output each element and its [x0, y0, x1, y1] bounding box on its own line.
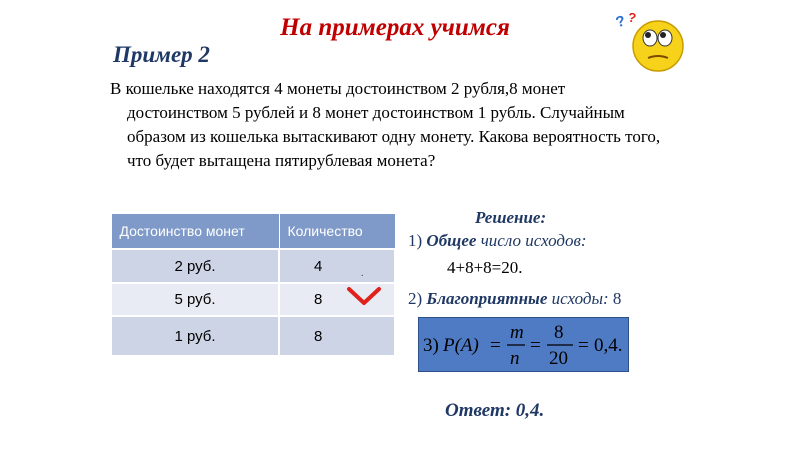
count-cell: 8: [279, 283, 395, 316]
table-header-row: [111, 214, 395, 250]
svg-text:?: ?: [613, 12, 628, 32]
probability-formula: [418, 317, 629, 372]
step1-bold: Общее: [426, 231, 477, 250]
count-cell: 4: [279, 249, 395, 283]
step1-rest: число исходов:: [476, 231, 587, 250]
formula-denominator-n: n: [510, 348, 520, 369]
step2-bold: Благоприятные: [426, 289, 548, 308]
thinking-smiley-icon: [612, 8, 692, 72]
formula-eq3: =: [578, 335, 589, 356]
solution-step-2: [408, 289, 621, 309]
answer: Ответ: 0,4.: [445, 400, 545, 421]
formula-eq1: =: [490, 335, 501, 356]
header-count: Количество: [279, 214, 395, 250]
denomination-cell: 2 руб.: [111, 249, 279, 283]
step1-prefix: 1): [408, 231, 427, 250]
problem-statement: [110, 77, 670, 173]
dot-mark: .: [361, 268, 364, 279]
formula-numerator-value: 8: [554, 322, 564, 343]
count-cell: 8: [279, 316, 395, 356]
header-denomination: Достоинство монет: [111, 214, 279, 250]
formula-eq2: =: [530, 335, 541, 356]
formula-result: 0,4.: [594, 335, 623, 356]
formula-prefix: 3): [423, 335, 439, 356]
slide-title: На примерах учимся: [280, 14, 510, 41]
solution-step-1: [408, 231, 587, 251]
example-label: Пример 2: [113, 42, 210, 67]
step2-value: 8: [608, 289, 622, 308]
formula-numerator-m: m: [510, 322, 524, 343]
step2-rest: исходы:: [547, 289, 609, 308]
formula-lhs: P(A): [443, 335, 479, 356]
problem-text: В кошельке находятся 4 монеты достоинством 2 рубля,8 монет достоинством 5 рублей и 8 монет достоинством 1 рубль. Случайным образом из кошелька вытаскивают одну монету. Какова вероятность того, что будет вытащена пятирублевая монета?: [110, 79, 661, 170]
formula-denominator-value: 20: [549, 348, 568, 369]
denomination-cell: 5 руб.: [111, 283, 279, 316]
step1-calculation: 4+8+8=20.: [447, 258, 523, 277]
denomination-cell: 1 руб.: [111, 316, 279, 356]
table-row: [111, 249, 395, 283]
step2-prefix: 2): [408, 289, 427, 308]
solution-title: Решение:: [475, 208, 547, 227]
table-row: [111, 316, 395, 356]
svg-text:?: ?: [626, 9, 638, 26]
check-mark-icon: [346, 285, 382, 307]
